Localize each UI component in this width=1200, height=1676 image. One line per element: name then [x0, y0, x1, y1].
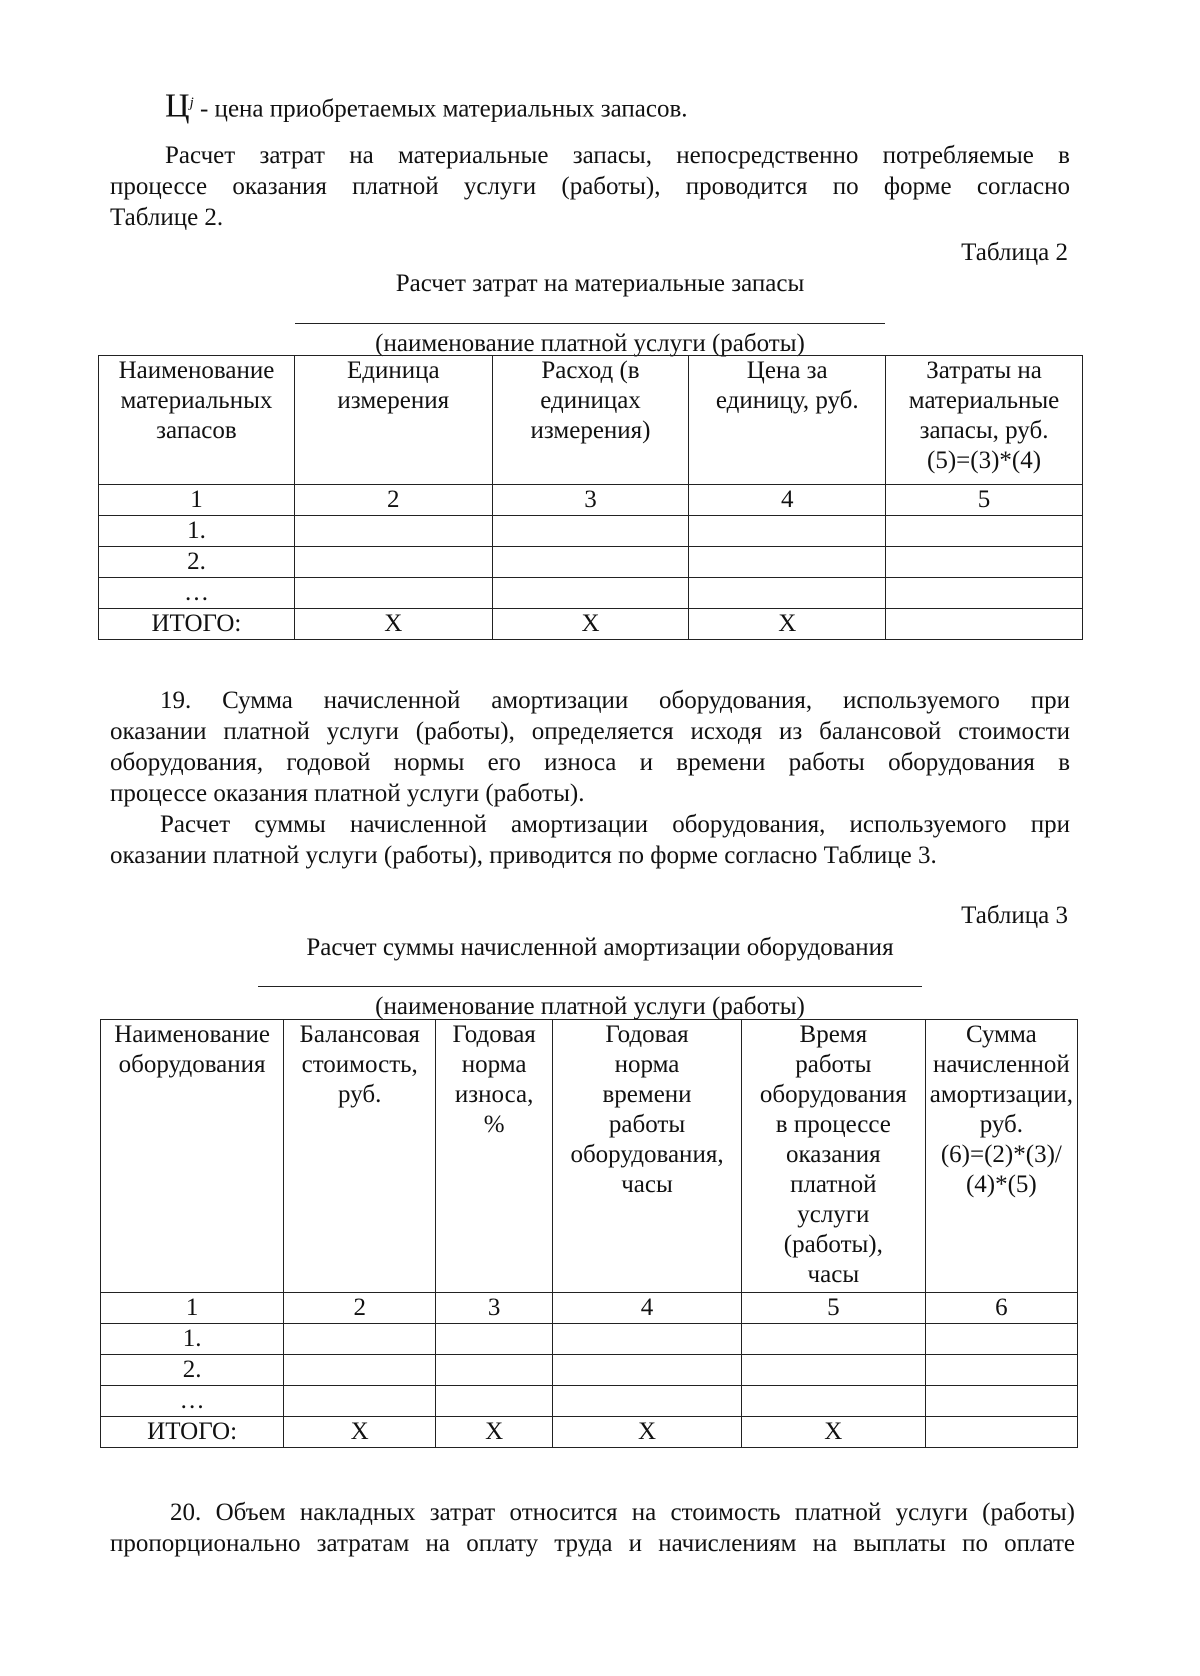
table2-header-cell: Затраты на материальные запасы, руб. (5)=(3)*(4) [886, 356, 1083, 485]
table-cell: 1. [101, 1324, 284, 1355]
table-cell [741, 1324, 925, 1355]
table2 [98, 355, 1083, 640]
section19-p1-line-3: оборудования, годовой нормы его износа и времени работы оборудования в [110, 749, 1070, 776]
table-cell: Х [284, 1417, 436, 1448]
table3-header-cell: Время работы оборудования в процессе оказания платной услуги (работы), часы [741, 1020, 925, 1293]
table3-total-row [101, 1417, 1078, 1448]
table-cell [925, 1417, 1077, 1448]
section20-line-2: пропорционально затратам на оплату труда и начислениям на выплаты по оплате [110, 1530, 1075, 1557]
price-definition [165, 88, 1065, 124]
section19-paragraph-2 [110, 809, 1070, 871]
section19-p2-line-2: оказании платной услуги (работы), приводится по форме согласно Таблице 3. [110, 842, 937, 869]
table-row [101, 1355, 1078, 1386]
table-cell: Х [294, 609, 492, 640]
table3-header-row [101, 1020, 1078, 1293]
intro-paragraph [110, 140, 1070, 233]
table-cell: 2. [99, 547, 295, 578]
table2-header-cell: Расход (в единицах измерения) [492, 356, 689, 485]
table3-caption: (наименование платной услуги (работы) [375, 993, 805, 1020]
price-definition-text: - цена приобретаемых материальных запасов. [193, 95, 688, 123]
table3-col-number: 5 [741, 1293, 925, 1324]
table2-caption: (наименование платной услуги (работы) [375, 330, 805, 357]
table-cell [294, 578, 492, 609]
table-cell: 2. [101, 1355, 284, 1386]
table-cell: … [101, 1386, 284, 1417]
table3-header-cell: Сумма начисленной амортизации, руб. (6)=(2)*(3)/ (4)*(5) [925, 1020, 1077, 1293]
table-cell [436, 1355, 553, 1386]
section20-paragraph [110, 1497, 1075, 1559]
table-row [99, 578, 1083, 609]
table-cell [492, 547, 689, 578]
table-cell [925, 1386, 1077, 1417]
table2-service-name-line [295, 323, 885, 324]
table2-header-row [99, 356, 1083, 485]
table-cell [553, 1324, 742, 1355]
table3-label: Таблица 3 [961, 902, 1068, 929]
table3-col-number: 3 [436, 1293, 553, 1324]
table-cell [925, 1324, 1077, 1355]
table-cell [886, 609, 1083, 640]
table-row [99, 547, 1083, 578]
table3-col-number: 6 [925, 1293, 1077, 1324]
table-cell: ИТОГО: [101, 1417, 284, 1448]
table-cell [741, 1386, 925, 1417]
section20-line-1: 20. Объем накладных затрат относится на стоимость платной услуги (работы) [170, 1499, 1075, 1526]
table2-col-number: 2 [294, 485, 492, 516]
section19-p1-line-2: оказании платной услуги (работы), определяется исходя из балансовой стоимости [110, 718, 1070, 745]
intro-line-1: Расчет затрат на материальные запасы, непосредственно потребляемые в [165, 142, 1070, 169]
table-cell [553, 1386, 742, 1417]
table3-header-cell: Годовая норма износа, % [436, 1020, 553, 1293]
intro-line-2: процессе оказания платной услуги (работы), проводится по форме согласно [110, 173, 1070, 200]
table-cell: … [99, 578, 295, 609]
table-cell [886, 547, 1083, 578]
table-cell [284, 1324, 436, 1355]
section19-paragraph-1 [110, 685, 1070, 809]
table2-col-number: 4 [689, 485, 886, 516]
table-cell [925, 1355, 1077, 1386]
table-cell [689, 516, 886, 547]
table-cell: Х [436, 1417, 553, 1448]
table-cell [492, 578, 689, 609]
table2-col-number: 1 [99, 485, 295, 516]
table-cell [294, 516, 492, 547]
table2-label: Таблица 2 [961, 239, 1068, 266]
table2-header-cell: Единица измерения [294, 356, 492, 485]
table3-col-number: 4 [553, 1293, 742, 1324]
table2-title: Расчет затрат на материальные запасы [395, 270, 805, 297]
table-row [101, 1324, 1078, 1355]
table-cell [553, 1355, 742, 1386]
table3-header-cell: Балансовая стоимость, руб. [284, 1020, 436, 1293]
section19-p1-line-4: процессе оказания платной услуги (работы). [110, 780, 585, 807]
table3 [100, 1019, 1078, 1448]
table-row [99, 516, 1083, 547]
table-cell: ИТОГО: [99, 609, 295, 640]
section19-p1-line-1: 19. Сумма начисленной амортизации оборудования, используемого при [160, 687, 1070, 714]
table3-header-cell: Годовая норма времени работы оборудования, часы [553, 1020, 742, 1293]
table2-col-number: 3 [492, 485, 689, 516]
table-cell [436, 1324, 553, 1355]
price-symbol: Ц [165, 87, 190, 125]
table-cell [689, 547, 886, 578]
table-cell: Х [553, 1417, 742, 1448]
table-cell [689, 578, 886, 609]
table-cell [886, 516, 1083, 547]
table-cell: 1. [99, 516, 295, 547]
table-cell [294, 547, 492, 578]
table3-column-numbers-row [101, 1293, 1078, 1324]
intro-line-3: Таблице 2. [110, 204, 224, 231]
table-cell [492, 516, 689, 547]
table2-total-row [99, 609, 1083, 640]
table-cell: Х [689, 609, 886, 640]
table3-title: Расчет суммы начисленной амортизации оборудования [306, 934, 894, 961]
section19-p2-line-1: Расчет суммы начисленной амортизации оборудования, используемого при [160, 811, 1070, 838]
table-cell [284, 1386, 436, 1417]
table2-column-numbers-row [99, 485, 1083, 516]
table-cell: Х [492, 609, 689, 640]
price-symbol-superscript: j [189, 95, 194, 111]
table2-header-cell: Наименование материальных запасов [99, 356, 295, 485]
table2-col-number: 5 [886, 485, 1083, 516]
table-cell [886, 578, 1083, 609]
table-cell [741, 1355, 925, 1386]
table3-header-cell: Наименование оборудования [101, 1020, 284, 1293]
table-cell [436, 1386, 553, 1417]
table3-service-name-line [258, 986, 922, 987]
table-cell: Х [741, 1417, 925, 1448]
table-row [101, 1386, 1078, 1417]
table3-col-number: 1 [101, 1293, 284, 1324]
table2-header-cell: Цена за единицу, руб. [689, 356, 886, 485]
table-cell [284, 1355, 436, 1386]
table3-col-number: 2 [284, 1293, 436, 1324]
